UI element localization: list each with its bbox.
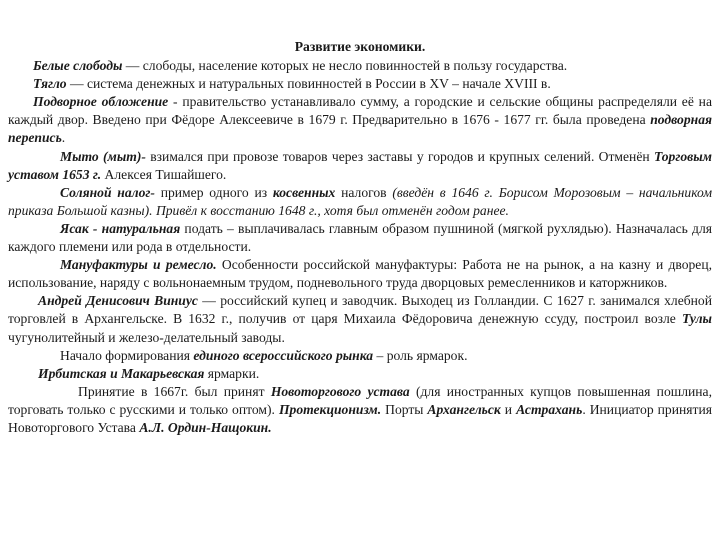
paragraph-yarmarki: [8, 365, 712, 383]
paragraph-tyaglo: [8, 75, 712, 93]
text: налогов: [335, 184, 393, 200]
term: Тягло: [33, 76, 67, 92]
term: Астрахань: [516, 401, 583, 417]
term: Протекционизм.: [278, 401, 382, 417]
text: взимался при провозе товаров через заставы у городов и крупных селений. Отменён: [145, 148, 654, 164]
term: Торговым уставом 1653 г.: [8, 148, 712, 182]
text: — российский купец и заводчик. Выходец из Голландии. С 1627 г. занимался хлебной торговлей в Архангельске. В 1632 г., получив от царя Михаила Фёдоровича денежную ссуду, построил возле: [8, 293, 712, 327]
term: Новоторгового устава: [270, 383, 410, 399]
term: Белые слободы: [33, 58, 123, 74]
text: .: [61, 130, 66, 146]
text: . Инициатор принятия Новоторгового Устава: [8, 401, 712, 435]
paragraph-myto: [8, 148, 712, 184]
paragraph-belye-slobody: [8, 57, 712, 75]
text: ярмарки.: [204, 365, 260, 381]
text: Порты: [381, 401, 428, 417]
text: подать – выплачивалась главным образом пушниной (мягкой рухлядью). Назначалась для каждого племени или рода в отдельности.: [8, 220, 712, 255]
text: — слободы, население которых не несло повинностей в пользу государства.: [122, 58, 568, 74]
text: чугунолитейный и железо-делательный заводы.: [8, 329, 285, 345]
text: – роль ярмарок.: [373, 347, 468, 363]
term: Мануфактуры и ремесло.: [60, 257, 217, 273]
text: пример одного из: [154, 184, 273, 200]
text: Особенности российской мануфактуры: Работа не на рынок, а на казну и дворец, использование, наряду с вольнонаемным трудом, подневольного труда дворцовых ремесленников и каторжников.: [8, 257, 712, 291]
term: косвенных: [272, 184, 336, 200]
term: А.Л. Ордин-Нащокин.: [139, 419, 272, 435]
paragraph-yasak: [8, 220, 712, 256]
text: — система денежных и натуральных повинностей в России в XV – начале XVIII в.: [66, 76, 551, 92]
term: единого всероссийского рынка: [193, 347, 374, 363]
text: Алексея Тишайшего.: [101, 166, 227, 182]
text: Начало формирования: [60, 347, 194, 363]
term: Ирбитская и Макарьевская: [38, 365, 205, 381]
paragraph-rynok: [8, 347, 712, 365]
italic-note: (введён в 1646 г. Борисом Морозовым – начальником приказа Большой казны). Привёл к восстанию 1648 г., хотя был отменён годом ранее.: [8, 184, 712, 218]
document-title: Развитие экономики.: [294, 39, 426, 54]
text: (для иностранных купцов повышенная пошлина, торговать только с русскими и только оптом).: [8, 383, 712, 417]
text: - правительство устанавливало сумму, а городские и сельские общины распределяли её на каждый двор. Введено при Фёдоре Алексеевиче в 1679 г. Предварительно в 1676 - 1677 гг. была проведена: [8, 94, 712, 128]
paragraph-solyanoy-nalog: [8, 184, 712, 220]
term: Архангельск: [427, 401, 501, 417]
term: Соляной налог-: [60, 184, 155, 200]
term: Подворное обложение: [33, 94, 169, 110]
text: и: [500, 401, 517, 417]
paragraph-manufaktury: [8, 256, 712, 292]
paragraph-podvornoe-oblozhenie: [8, 93, 712, 147]
term: подворная перепись: [8, 112, 712, 146]
paragraph-vinius: [8, 292, 712, 346]
term: Тулы: [681, 311, 712, 327]
term: Андрей Денисович Виниус: [38, 293, 198, 309]
text: Принятие в 1667г. был принят: [78, 383, 271, 399]
paragraph-novotorgovy-ustav: [8, 383, 712, 437]
term: Мыто (мыт)-: [60, 148, 146, 164]
term: Ясак - натуральная: [60, 220, 181, 236]
